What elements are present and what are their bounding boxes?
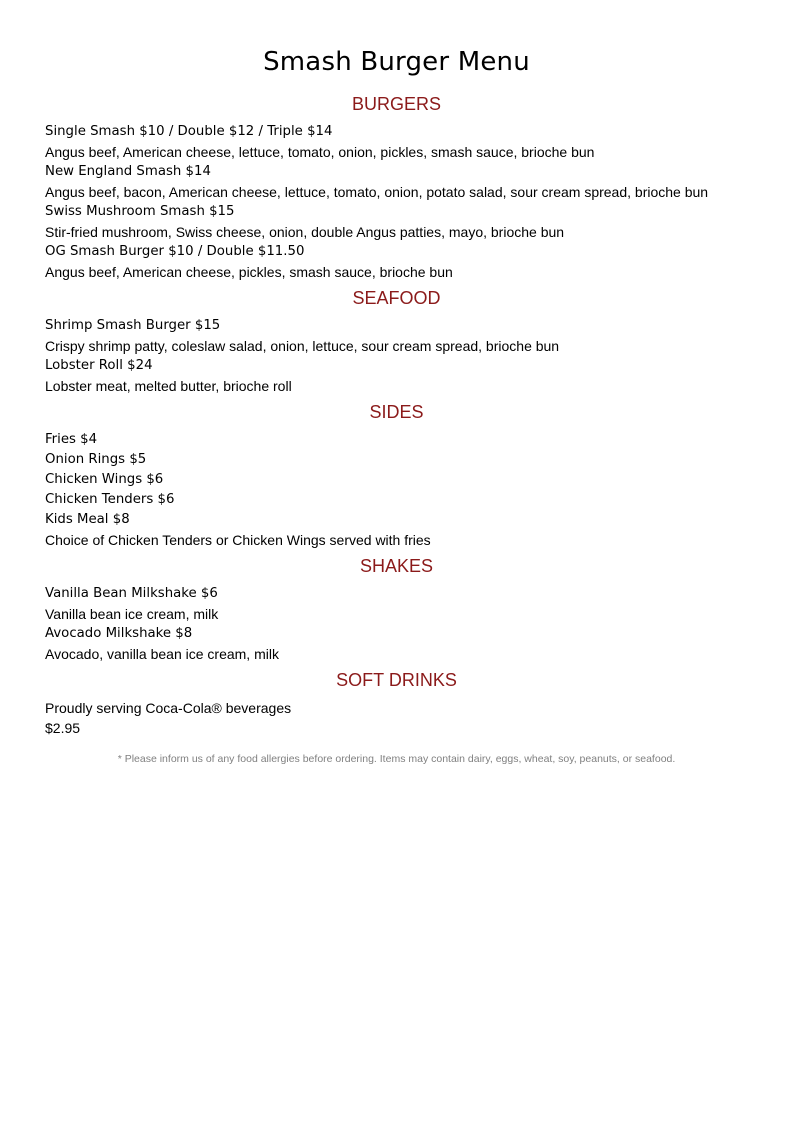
menu-section-shakes <box>45 555 748 664</box>
menu-item-description: $2.95 <box>45 720 81 736</box>
section-heading: SIDES <box>369 402 424 422</box>
menu-item-name: Avocado Milkshake $8 <box>45 626 193 641</box>
menu-item-name: Kids Meal $8 <box>45 512 130 527</box>
menu-item-description: Angus beef, American cheese, lettuce, tomato, onion, pickles, smash sauce, brioche bun <box>45 144 595 160</box>
menu-item-name: New England Smash $14 <box>45 164 211 179</box>
menu-item-name: Onion Rings $5 <box>45 452 147 467</box>
section-item-list <box>45 122 748 282</box>
menu-item-name: Vanilla Bean Milkshake $6 <box>45 586 218 601</box>
menu-item-description: Crispy shrimp patty, coleslaw salad, onion, lettuce, sour cream spread, brioche bun <box>45 338 560 354</box>
section-heading: BURGERS <box>351 94 441 114</box>
menu-item-name: Lobster Roll $24 <box>45 358 153 373</box>
section-heading: SEAFOOD <box>352 288 441 308</box>
menu-item-description: Angus beef, bacon, American cheese, lettuce, tomato, onion, potato salad, sour cream spread, brioche bun <box>45 184 709 200</box>
section-item-list <box>45 316 748 396</box>
menu-item-description: Stir-fried mushroom, Swiss cheese, onion, double Angus patties, mayo, brioche bun <box>45 224 565 240</box>
menu-section-seafood <box>45 287 748 396</box>
section-item-list <box>45 698 748 738</box>
menu-item-description: Angus beef, American cheese, pickles, smash sauce, brioche bun <box>45 264 453 280</box>
menu-item-name: Chicken Wings $6 <box>45 472 164 487</box>
menu-item-name: Shrimp Smash Burger $15 <box>45 318 221 333</box>
menu-item-description: Vanilla bean ice cream, milk <box>45 606 219 622</box>
menu-item-name: OG Smash Burger $10 / Double $11.50 <box>45 244 305 259</box>
menu-section-sides <box>45 401 748 550</box>
menu-item-name: Chicken Tenders $6 <box>45 492 175 507</box>
menu-sections <box>45 93 748 738</box>
allergy-footnote: * Please inform us of any food allergies before ordering. Items may contain dairy, eggs, wheat, soy, peanuts, or seafood. <box>117 753 676 765</box>
section-heading: SOFT DRINKS <box>336 670 457 690</box>
menu-item-description: Choice of Chicken Tenders or Chicken Wings served with fries <box>45 532 431 548</box>
menu-item-name: Fries $4 <box>45 432 98 447</box>
menu-section-burgers <box>45 93 748 282</box>
menu-item-name: Single Smash $10 / Double $12 / Triple $14 <box>45 124 333 139</box>
menu-item-description: Lobster meat, melted butter, brioche roll <box>45 378 292 394</box>
menu-item-description: Proudly serving Coca-Cola® beverages <box>45 700 292 716</box>
menu-section-soft-drinks <box>45 669 748 738</box>
section-item-list <box>45 430 748 550</box>
menu-item-name: Swiss Mushroom Smash $15 <box>45 204 235 219</box>
menu-item-description: Avocado, vanilla bean ice cream, milk <box>45 646 279 662</box>
page-title: Smash Burger Menu <box>263 47 530 77</box>
section-heading: SHAKES <box>359 556 434 576</box>
section-item-list <box>45 584 748 664</box>
